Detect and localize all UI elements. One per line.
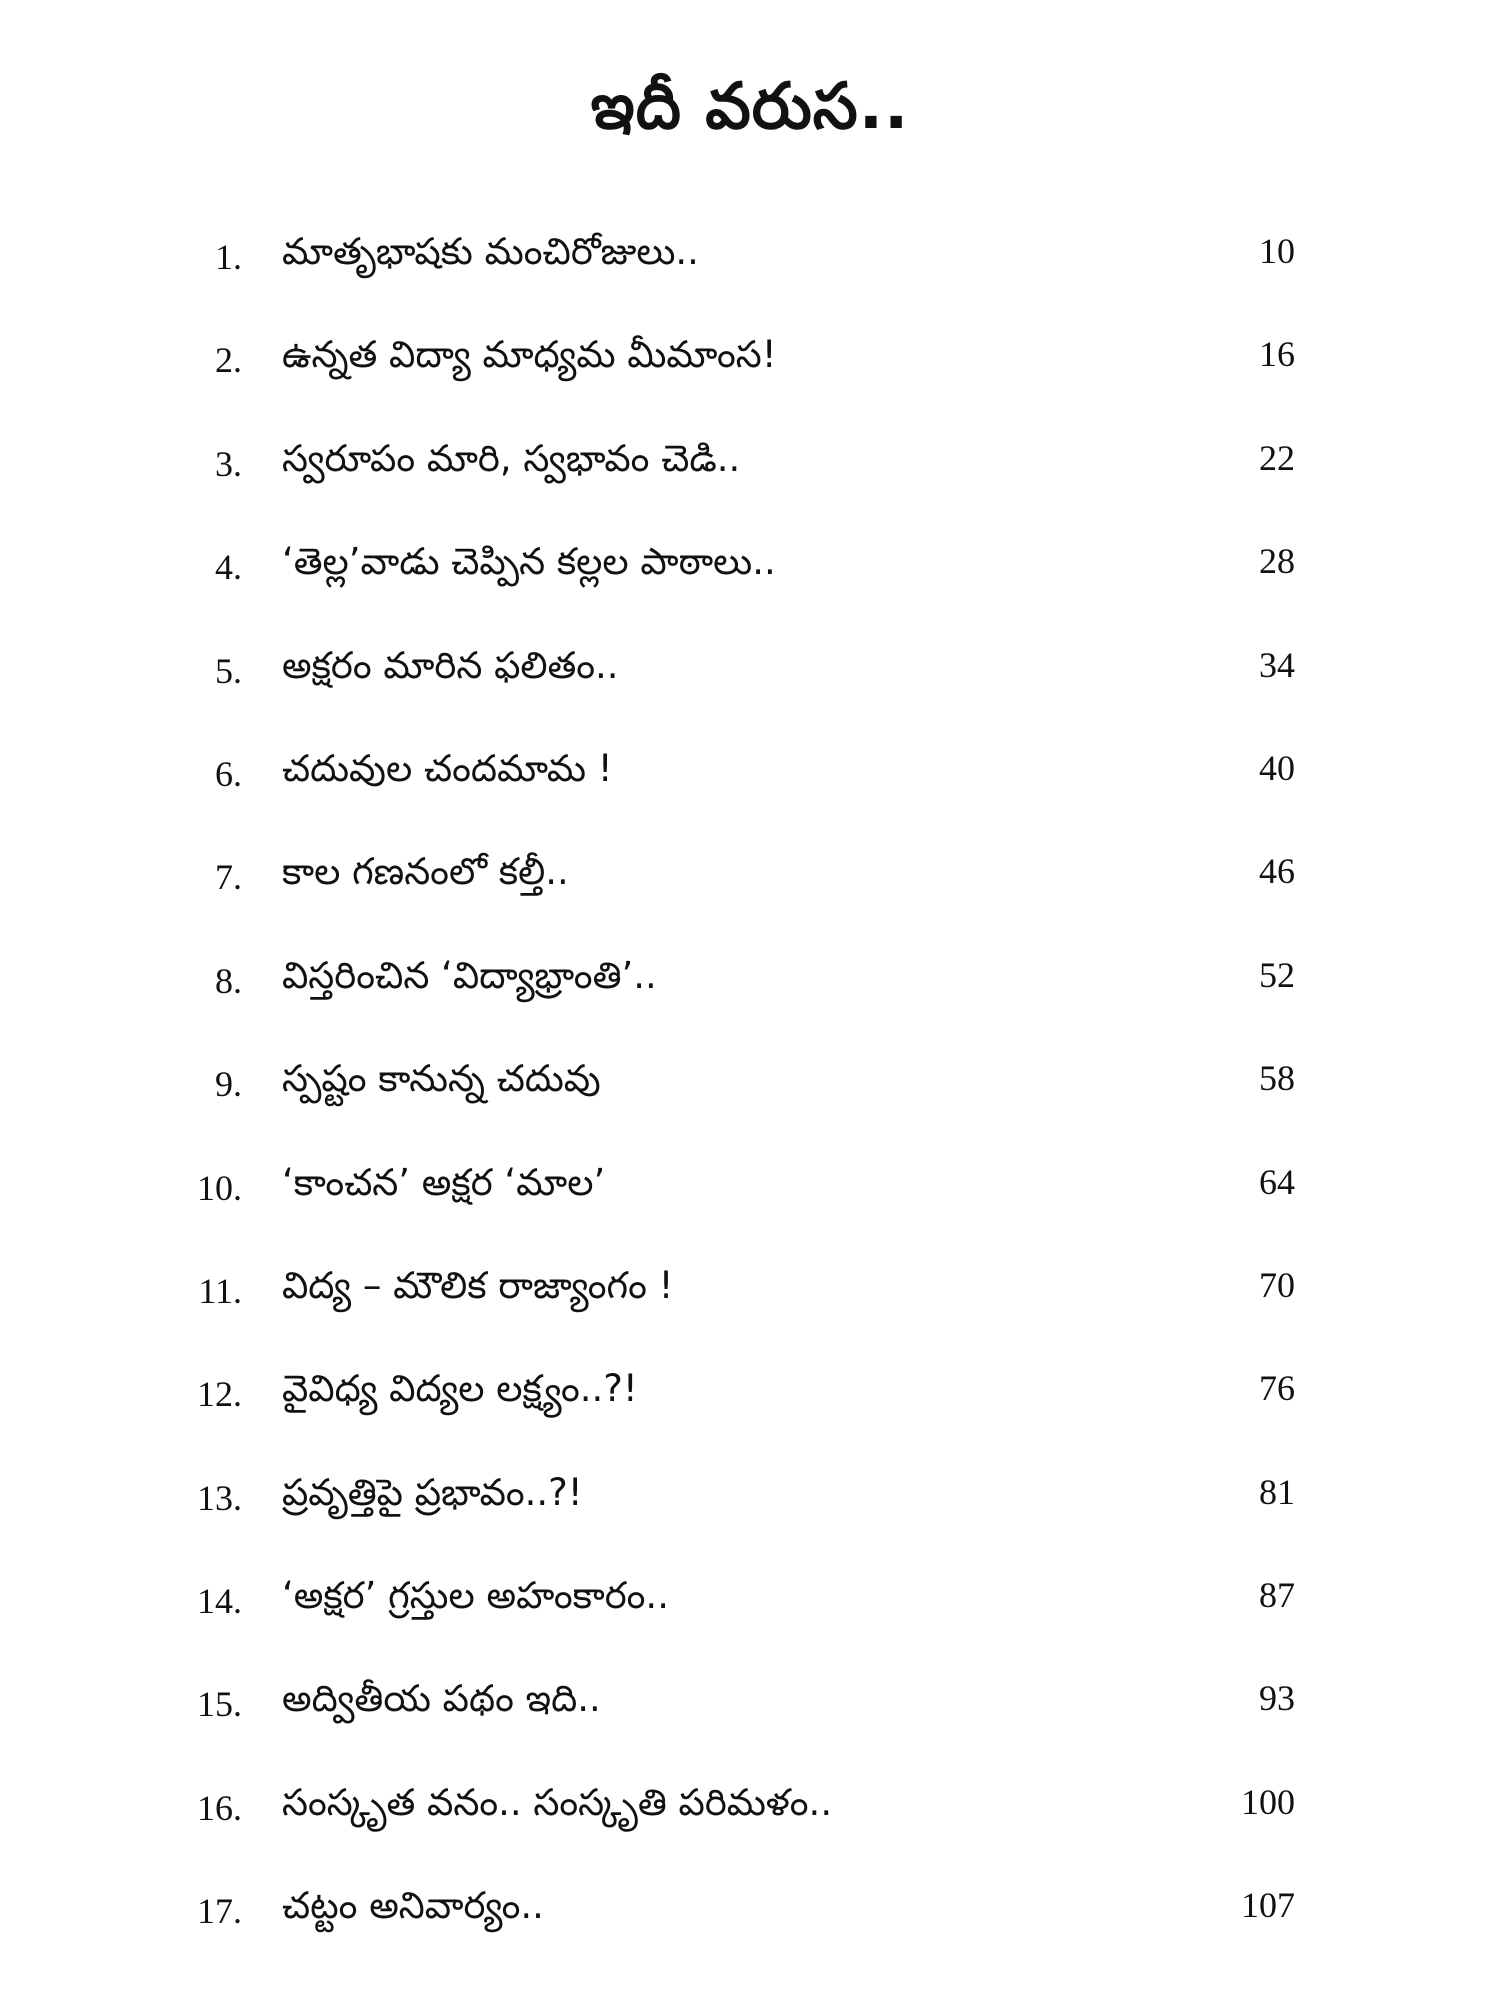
entry-page-number: 10 xyxy=(1259,231,1295,271)
entry-number: 6. xyxy=(215,753,242,794)
entry-title: అద్వితీయ పథం ఇది.. xyxy=(282,1677,601,1721)
toc-entry xyxy=(0,321,1500,424)
entry-page-number: 64 xyxy=(1259,1161,1295,1202)
entry-page-number: 22 xyxy=(1259,437,1295,478)
entry-number: 17. xyxy=(197,1891,242,1932)
entry-page-number: 28 xyxy=(1259,541,1295,582)
entry-page-number: 58 xyxy=(1259,1058,1295,1099)
toc-entry xyxy=(0,1149,1500,1252)
toc-entry xyxy=(0,1355,1500,1458)
entry-page-number: 16 xyxy=(1259,334,1295,375)
entry-page-number: 46 xyxy=(1259,851,1295,892)
entry-number: 14. xyxy=(197,1581,242,1622)
toc-entry xyxy=(0,942,1500,1045)
entry-number: 12. xyxy=(197,1374,242,1415)
entry-title: ప్రవృత్తిపై ప్రభావం..?! xyxy=(282,1470,583,1514)
entry-title: స్పష్టం కానున్న చదువు xyxy=(282,1057,601,1101)
toc-entry xyxy=(0,1562,1500,1665)
entry-number: 2. xyxy=(215,340,242,381)
entry-title: కాల గణనంలో కల్తీ.. xyxy=(282,850,569,894)
entry-number: 15. xyxy=(197,1684,242,1725)
entry-number: 10. xyxy=(197,1167,242,1208)
toc-entry xyxy=(0,1252,1500,1355)
entry-number: 1. xyxy=(215,237,242,277)
toc-entry xyxy=(0,528,1500,631)
entry-title: వైవిధ్య విద్యల లక్ష్యం..?! xyxy=(282,1367,638,1411)
table-of-contents xyxy=(0,218,1500,1976)
entry-title: ‘కాంచన’ అక్షర ‘మాల’ xyxy=(282,1160,606,1204)
entry-page-number: 93 xyxy=(1259,1678,1295,1719)
toc-entry xyxy=(0,218,1500,321)
entry-title: స్వరూపం మారి, స్వభావం చెడి.. xyxy=(282,436,741,480)
toc-entry xyxy=(0,425,1500,528)
toc-entry xyxy=(0,1045,1500,1148)
entry-page-number: 70 xyxy=(1259,1264,1295,1305)
entry-page-number: 100 xyxy=(1241,1781,1295,1822)
toc-entry xyxy=(0,735,1500,838)
entry-page-number: 40 xyxy=(1259,747,1295,788)
entry-page-number: 76 xyxy=(1259,1368,1295,1409)
entry-page-number: 34 xyxy=(1259,644,1295,685)
entry-number: 3. xyxy=(215,443,242,484)
entry-page-number: 81 xyxy=(1259,1471,1295,1512)
entry-title: విద్య – మౌలిక రాజ్యాంగం ! xyxy=(282,1263,674,1307)
entry-title: చట్టం అనివార్యం.. xyxy=(282,1884,544,1928)
entry-number: 11. xyxy=(198,1270,242,1311)
entry-title: ‘తెల్ల’వాడు చెప్పిన కల్లల పాఠాలు.. xyxy=(282,540,776,584)
toc-entry xyxy=(0,838,1500,941)
entry-title: విస్తరించిన ‘విద్యాభ్రాంతి’.. xyxy=(282,953,657,997)
entry-number: 4. xyxy=(215,547,242,588)
entry-number: 16. xyxy=(197,1787,242,1828)
entry-number: 8. xyxy=(215,960,242,1001)
entry-page-number: 87 xyxy=(1259,1575,1295,1616)
entry-number: 5. xyxy=(215,650,242,691)
page-title: ఇదీ వరుస.. xyxy=(590,70,910,144)
toc-entry xyxy=(0,1769,1500,1872)
entry-page-number: 52 xyxy=(1259,954,1295,995)
toc-entry xyxy=(0,1665,1500,1768)
entry-title: సంస్కృత వనం.. సంస్కృతి పరిమళం.. xyxy=(282,1780,833,1824)
entry-title: అక్షరం మారిన ఫలితం.. xyxy=(282,643,619,687)
toc-entry xyxy=(0,632,1500,735)
entry-page-number: 107 xyxy=(1241,1885,1295,1926)
entry-title: ఉన్నత విద్యా మాధ్యమ మీమాంస! xyxy=(282,333,777,377)
toc-entry xyxy=(0,1872,1500,1975)
entry-number: 9. xyxy=(215,1064,242,1105)
entry-number: 7. xyxy=(215,857,242,898)
entry-title: మాతృభాషకు మంచిరోజులు.. xyxy=(282,230,699,273)
entry-title: ‘అక్షర’ గ్రస్తుల అహంకారం.. xyxy=(282,1574,669,1618)
entry-number: 13. xyxy=(197,1477,242,1518)
toc-entry xyxy=(0,1459,1500,1562)
entry-title: చదువుల చందమామ ! xyxy=(282,746,613,790)
